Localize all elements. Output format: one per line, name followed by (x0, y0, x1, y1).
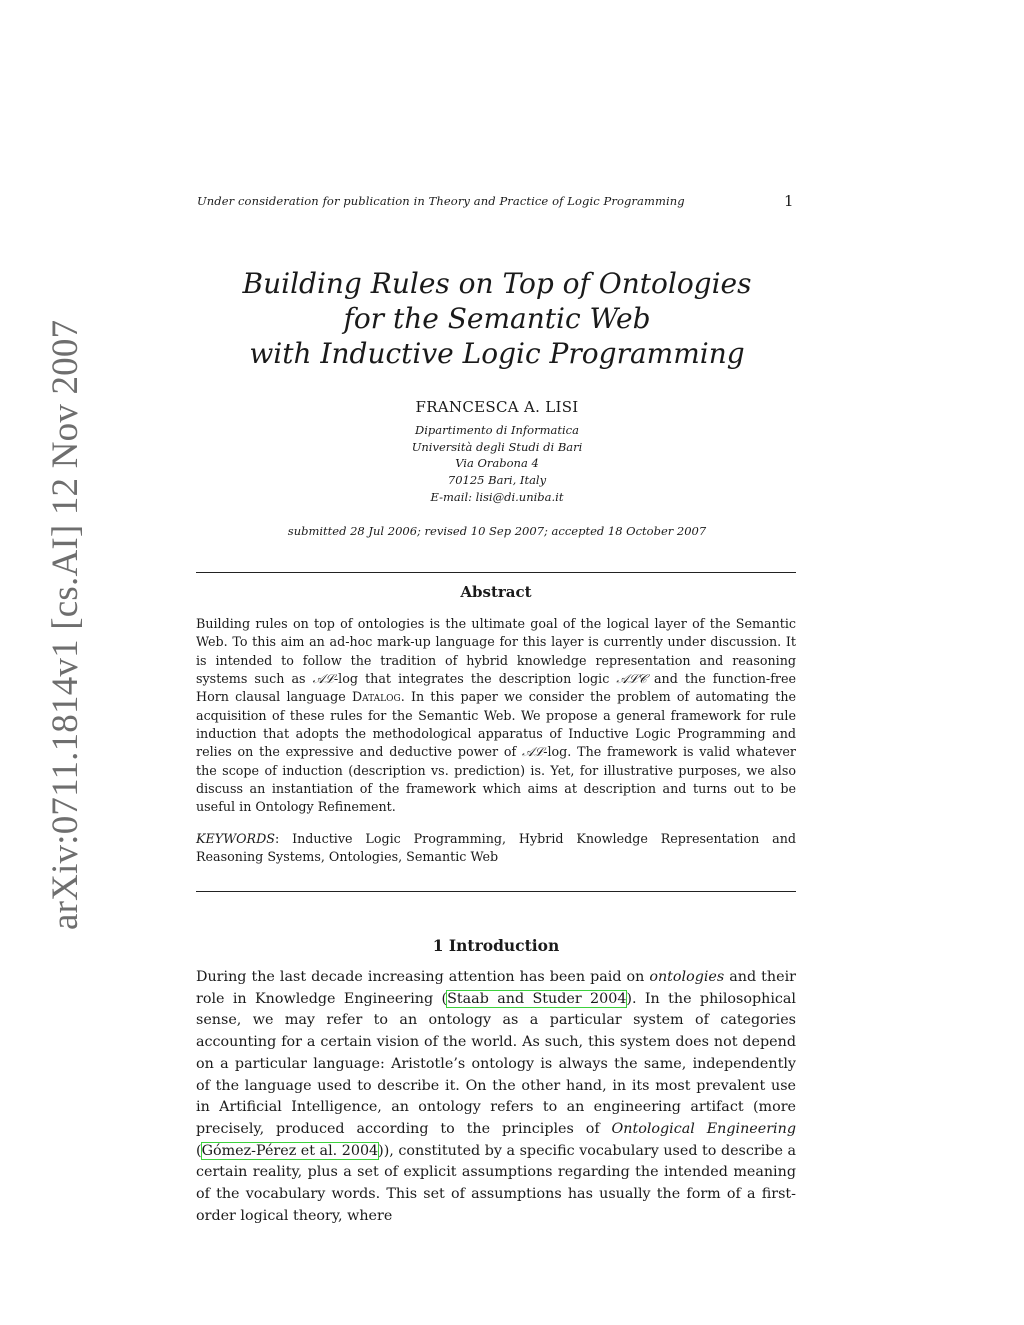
al-symbol: 𝒜ℒ (312, 671, 334, 687)
body-text: ( (196, 1142, 202, 1159)
affiliation-city: 70125 Bari, Italy (447, 473, 547, 488)
affiliation-department: Dipartimento di Informatica (415, 423, 579, 437)
body-text: During the last decade increasing attention has been paid on (196, 969, 650, 985)
abstract-text: . In this paper we consider the problem of automating the acquisition of these rules for the Semantic Web. We propose a general framework for rule induction that adopts the methodological apparatus of Inductive Logic Programming and relies on the expressive and deductive power of (196, 689, 796, 760)
affiliation-street: Via Orabona 4 (455, 456, 539, 471)
title-line: Building Rules on Top of Ontologies (242, 267, 752, 300)
body-text: ). In the philosophical sense, we may refer to an ontology as a particular system of categories accounting for a certain vision of the world. As such, this system does not depend on a particular language: Aristotle’s ontology is always the same, independently of the language used to describe it. On the other hand, in its most prevalent use in Artificial Intelligence, an ontology refers to an engineering artifact (more precisely, produced according to the principles of (196, 990, 797, 1137)
affiliation-email: E-mail: lisi@di.uniba.it (430, 489, 564, 504)
abstract-text: Building rules on top of ontologies is the ultimate goal of the logical layer of the Semantic Web. To this aim an ad-hoc mark-up language for this layer is currently under discussion. It is intended to follow the tradition of hybrid knowledge representation and reasoning systems such as (196, 616, 796, 687)
arxiv-identifier-stamp: arXiv:0711.1814v1 [cs.AI] 12 Nov 2007 (45, 319, 86, 930)
keywords (196, 830, 796, 867)
abstract-text: -log. The framework is valid whatever the scope of induction (description vs. prediction) is. Yet, for illustrative purposes, we also discuss an instantiation of the framework which aims at description and turns out to be useful in Ontology Refinement. (196, 744, 796, 815)
citation-link-staab-studer[interactable]: Staab and Studer 2004 (447, 990, 627, 1007)
abstract-top-rule (196, 572, 796, 573)
emphasis-term: ontologies (649, 969, 725, 985)
citation-link-gomez-perez[interactable]: Gómez-Pérez et al. 2004 (201, 1142, 379, 1159)
emphasis-term: Ontological Engineering (611, 1120, 796, 1137)
abstract-text: and the function-free Horn clausal language (196, 671, 796, 705)
abstract-text: -log that integrates the description logic (333, 671, 617, 687)
running-head: Under consideration for publication in Theory and Practice of Logic Programming (197, 194, 685, 208)
title-line: for the Semantic Web (343, 302, 651, 335)
affiliation (196, 422, 798, 506)
section-heading-introduction: 1 Introduction (432, 936, 560, 955)
title-line: with Inductive Logic Programming (249, 337, 745, 370)
datalog-term: Datalog (351, 689, 401, 705)
paper-title (196, 266, 798, 371)
author-name: FRANCESCA A. LISI (415, 398, 579, 416)
submission-dates: submitted 28 Jul 2006; revised 10 Sep 2007; accepted 18 October 2007 (287, 524, 707, 538)
keywords-label: KEYWORDS (196, 831, 275, 846)
alc-symbol: 𝒜ℒ𝒞 (616, 671, 647, 687)
abstract-heading: Abstract (460, 583, 532, 601)
abstract-bottom-rule (196, 891, 796, 892)
page-number: 1 (784, 192, 794, 210)
keywords-text: : Inductive Logic Programming, Hybrid Knowledge Representation and Reasoning Systems, Ontologies, Semantic Web (196, 831, 796, 865)
body-text: )), constituted by a specific vocabulary used to describe a certain reality, plus a set of explicit assumptions regarding the intended meaning of the vocabulary words. This set of assumptions has usually the form of a first-order logical theory, where (196, 1142, 796, 1224)
abstract-body (196, 615, 796, 817)
al-symbol: 𝒜ℒ (521, 744, 544, 760)
affiliation-university: Università degli Studi di Bari (411, 439, 583, 454)
introduction-body (196, 967, 796, 1227)
body-text: and their role in Knowledge Engineering ( (196, 969, 796, 1007)
